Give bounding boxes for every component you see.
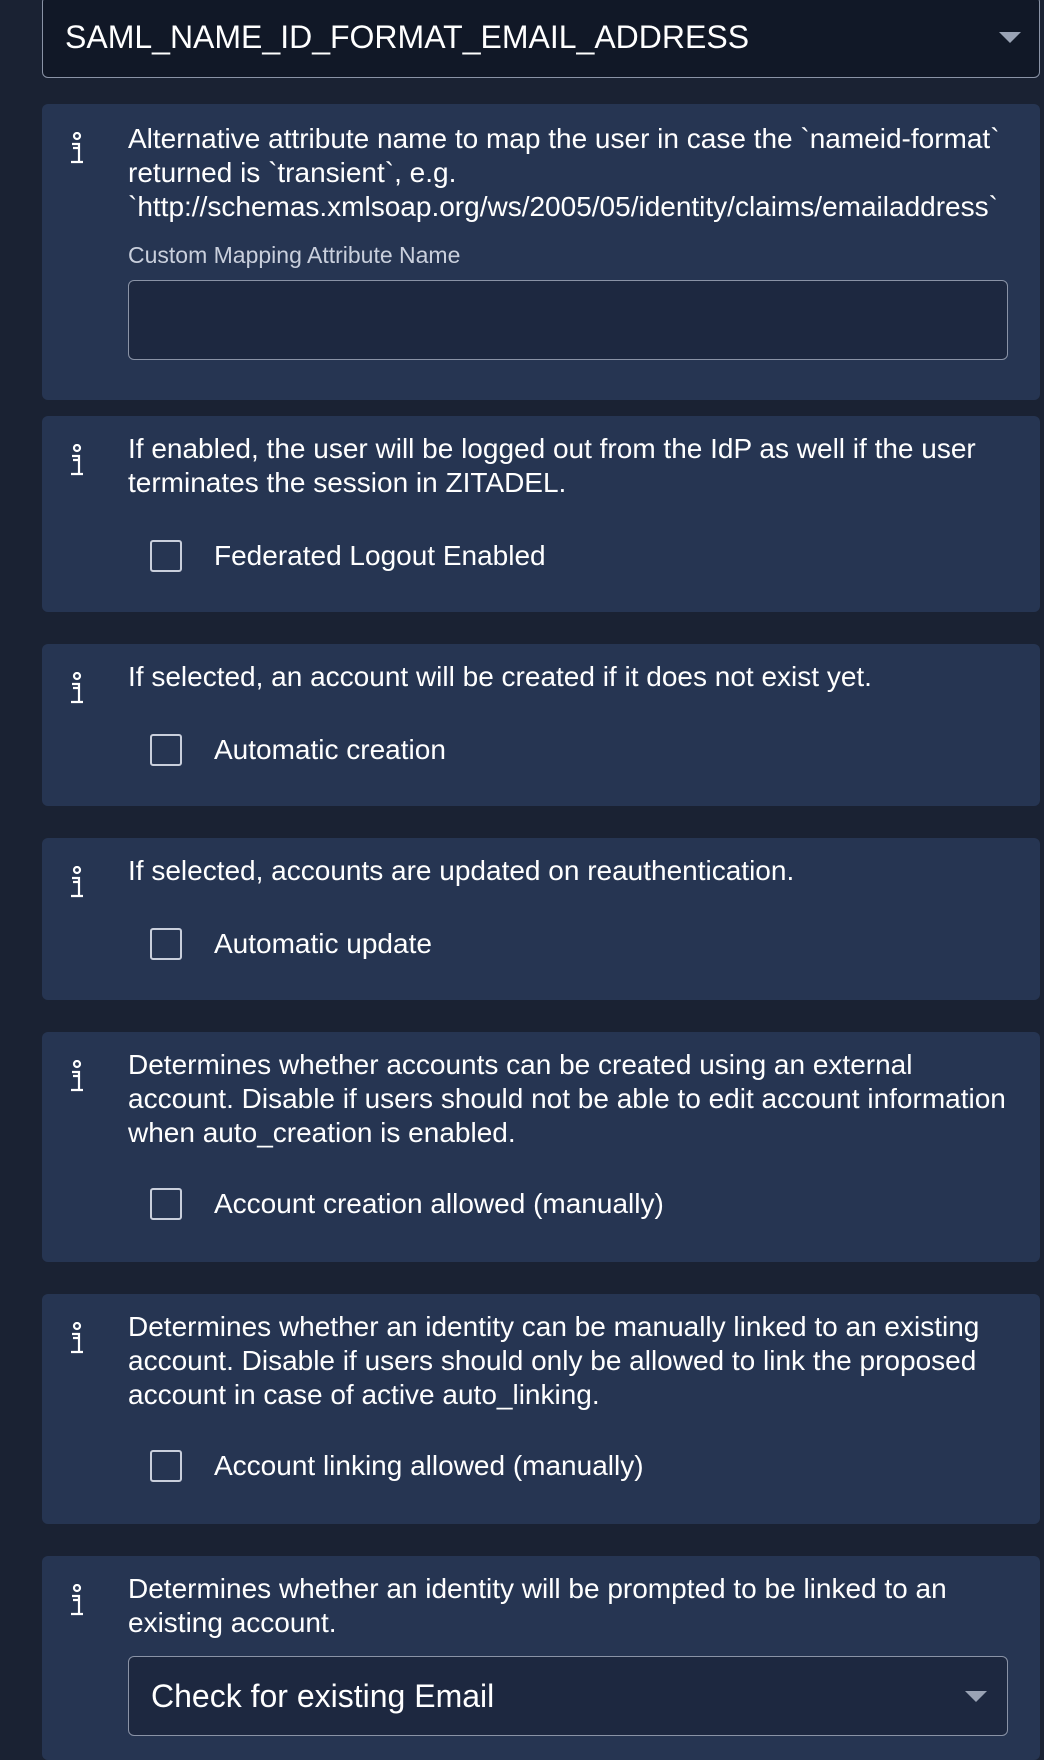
auto-linking-value: Check for existing Email (151, 1677, 495, 1714)
info-icon (68, 1584, 86, 1618)
info-icon (68, 1060, 86, 1094)
info-icon (68, 866, 86, 900)
auto-creation-checkbox-row[interactable] (150, 734, 446, 766)
custom-mapping-label: Custom Mapping Attribute Name (128, 242, 461, 268)
creation-allowed-card (42, 1032, 1040, 1262)
linking-allowed-card (42, 1294, 1040, 1524)
auto-update-checkbox[interactable] (150, 928, 182, 960)
creation-allowed-checkbox[interactable] (150, 1188, 182, 1220)
creation-allowed-label: Account creation allowed (manually) (214, 1188, 664, 1219)
auto-creation-card (42, 644, 1040, 806)
info-icon (68, 1322, 86, 1356)
auto-update-description: If selected, accounts are updated on reauthentication. (128, 855, 795, 886)
info-icon (68, 672, 86, 706)
name-id-format-value: SAML_NAME_ID_FORMAT_EMAIL_ADDRESS (65, 18, 750, 55)
federated-logout-checkbox-row[interactable] (150, 540, 546, 572)
name-id-format-select[interactable] (42, 0, 1040, 78)
chevron-down-icon (965, 1691, 987, 1702)
linking-allowed-description: Determines whether an identity can be manually linked to an existing account. Disable if users should only be allowed to link the proposed account in case of active auto_linking. (128, 1311, 980, 1410)
linking-allowed-label: Account linking allowed (manually) (214, 1450, 644, 1481)
auto-creation-checkbox[interactable] (150, 734, 182, 766)
federated-logout-description: If enabled, the user will be logged out from the IdP as well if the user terminates the session in ZITADEL. (128, 433, 976, 498)
info-icon (68, 132, 86, 166)
auto-linking-description: Determines whether an identity will be prompted to be linked to an existing account. (128, 1573, 947, 1638)
auto-creation-label: Automatic creation (214, 734, 446, 765)
auto-linking-card (42, 1556, 1040, 1760)
auto-update-card (42, 838, 1040, 1000)
creation-allowed-description: Determines whether accounts can be created using an external account. Disable if users should not be able to edit account information when auto_creation is enabled. (128, 1049, 1006, 1148)
custom-mapping-input[interactable] (128, 280, 1008, 360)
auto-update-label: Automatic update (214, 928, 432, 959)
linking-allowed-checkbox[interactable] (150, 1450, 182, 1482)
auto-linking-select[interactable] (128, 1656, 1008, 1736)
creation-allowed-checkbox-row[interactable] (150, 1188, 664, 1220)
auto-creation-description: If selected, an account will be created if it does not exist yet. (128, 661, 872, 692)
federated-logout-checkbox[interactable] (150, 540, 182, 572)
federated-logout-label: Federated Logout Enabled (214, 540, 546, 571)
linking-allowed-checkbox-row[interactable] (150, 1450, 644, 1482)
federated-logout-card (42, 416, 1040, 612)
chevron-down-icon (999, 32, 1021, 43)
custom-mapping-description: Alternative attribute name to map the user in case the `nameid-format` returned is `transient`, e.g. `http://schemas.xmlsoap.org/ws/2005/05/identity/claims/emailaddress` (128, 123, 1000, 222)
info-icon (68, 444, 86, 478)
auto-update-checkbox-row[interactable] (150, 928, 432, 960)
custom-mapping-card (42, 104, 1040, 400)
